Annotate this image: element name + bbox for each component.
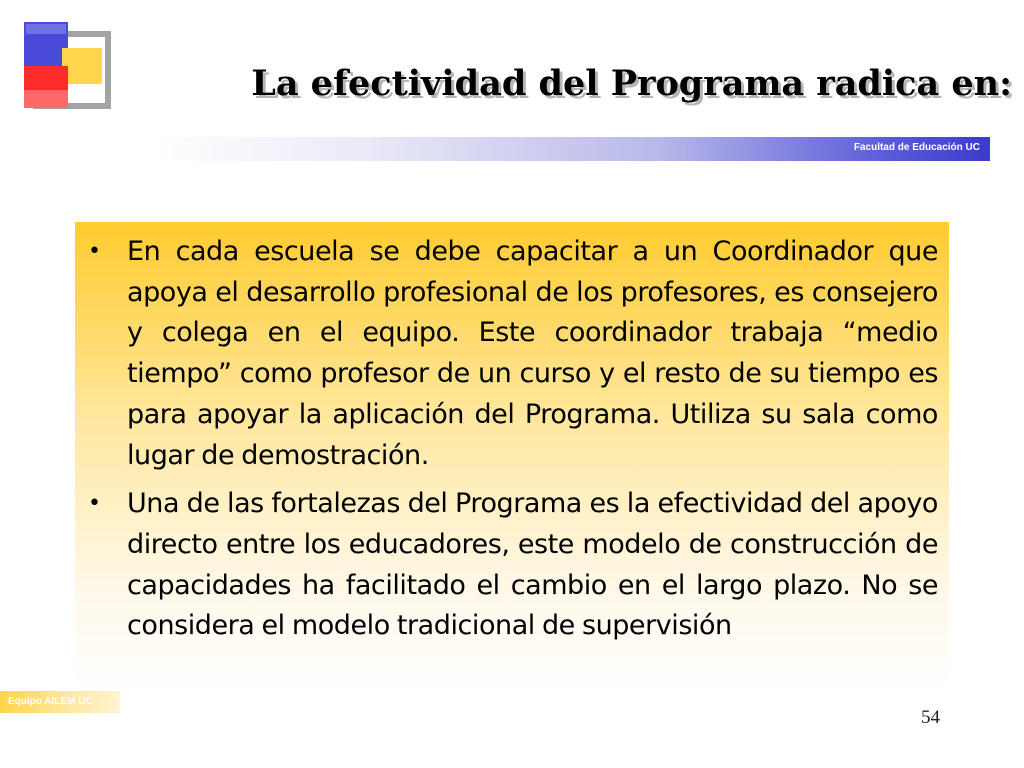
logo-blue-highlight <box>26 24 66 34</box>
bullet-item-strengths <box>84 484 938 647</box>
logo-red-fade <box>24 90 68 108</box>
faculty-label: Facultad de Educación UC <box>853 142 980 153</box>
bullet-dot-icon: • <box>88 491 101 517</box>
footer-bar <box>0 691 120 713</box>
header-bar <box>155 137 990 161</box>
slide-title: La efectividad del Programa radica en: <box>251 63 1012 104</box>
bullet-dot-icon: • <box>88 239 101 264</box>
team-label: Equipo AILEM UC <box>8 696 93 707</box>
bullet-text-coordinator: En cada escuela se debe capacitar a un Coordinador que apoya el desarrollo profesional de los profesores, es consejero y colega en el equipo. Este coordinador trabaja “medio tiempo” como profesor de un curso y el resto de su tiempo es para apoyar la aplicación del Programa. Utiliza su sala como lugar de demostración. <box>127 236 938 471</box>
bullet-text-strengths: Una de las fortalezas del Programa es la efectividad del apoyo directo entre los educadores, este modelo de construcción de capacidades ha facilitado el cambio en el largo plazo. No se considera el modelo tradicional de supervisión <box>127 488 938 642</box>
logo-squares-icon <box>22 20 122 120</box>
page-number: 54 <box>921 707 940 728</box>
bullet-list <box>84 232 938 655</box>
bullet-item-coordinator <box>84 232 938 476</box>
